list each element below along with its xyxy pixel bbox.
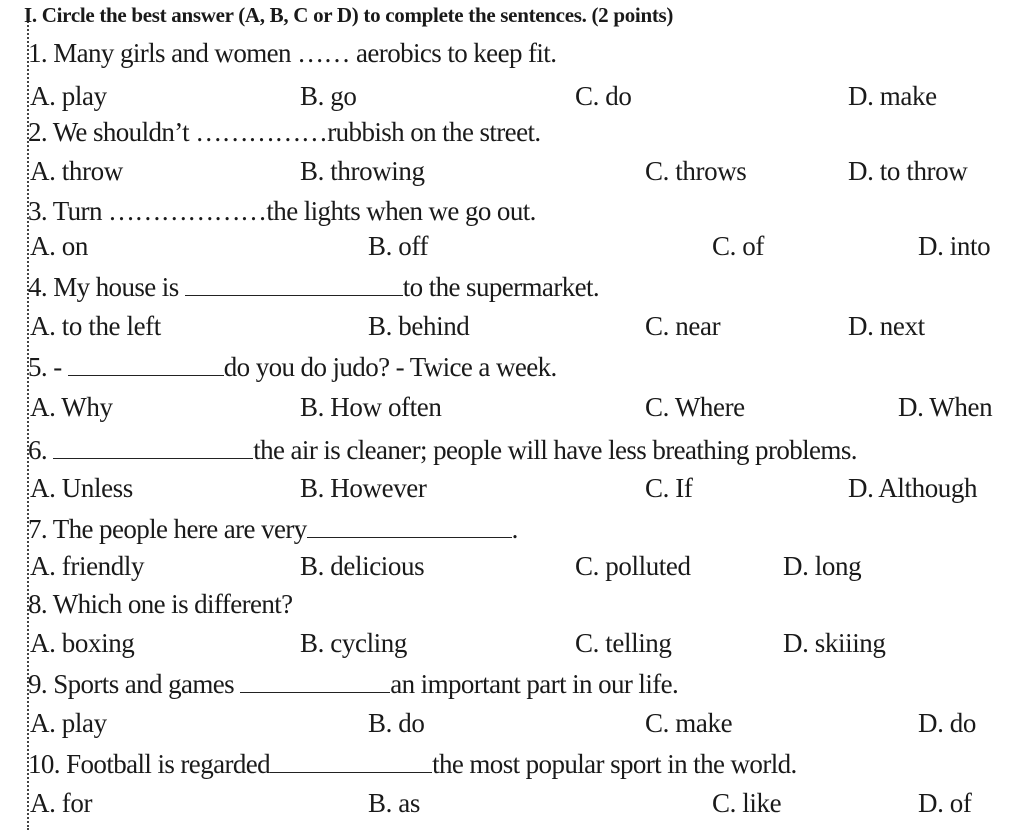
question-text: do you do judo? - Twice a week.	[223, 352, 557, 382]
option-a: A. on	[30, 231, 88, 261]
option-d: D. next	[848, 311, 925, 341]
option-a: A. Unless	[30, 473, 133, 503]
option-d: D. When	[898, 392, 993, 422]
question-text: 10. Football is regarded	[28, 749, 271, 779]
answer-blank	[307, 515, 512, 538]
question-text: the air is cleaner; people will have less breathing problems.	[253, 435, 857, 465]
question-text: the lights when we go out.	[266, 196, 536, 226]
question-text: an important part in our life.	[390, 669, 679, 699]
option-a: A. play	[30, 81, 107, 111]
option-a: A. to the left	[30, 311, 161, 341]
option-a: A. play	[30, 708, 107, 738]
question-3	[28, 198, 536, 225]
option-c: C. of	[712, 231, 765, 261]
answer-blank	[240, 670, 390, 693]
question-text: 2. We shouldn’t	[28, 117, 196, 147]
option-b: B. behind	[368, 311, 470, 341]
answer-blank	[68, 353, 224, 376]
option-b: B. throwing	[300, 156, 425, 186]
option-d: D. Although	[848, 473, 978, 503]
question-8	[28, 591, 293, 618]
question-text: 7. The people here are very	[28, 514, 307, 544]
option-b: B. do	[368, 708, 425, 738]
question-text: 6.	[28, 435, 54, 465]
question-text: aerobics to keep fit.	[356, 38, 557, 68]
option-a: A. Why	[30, 392, 113, 422]
option-d: D. long	[783, 551, 862, 581]
option-c: C. make	[645, 708, 733, 738]
option-a: A. throw	[30, 156, 123, 186]
option-c: C. If	[645, 473, 693, 503]
question-text: the most popular sport in the world.	[432, 749, 797, 779]
question-text: 1. Many girls and women	[28, 38, 291, 68]
answer-blank	[53, 436, 253, 459]
option-d: D. of	[918, 788, 972, 818]
question-5	[28, 353, 557, 381]
question-1	[28, 40, 556, 67]
option-d: D. make	[848, 81, 937, 111]
option-b: B. delicious	[300, 551, 425, 581]
option-a: A. boxing	[30, 628, 135, 658]
option-c: C. do	[575, 81, 632, 111]
question-text: 5. -	[28, 352, 68, 382]
answer-blank: ………………	[108, 196, 267, 226]
question-text: rubbish on the street.	[327, 117, 541, 147]
question-9	[28, 670, 678, 698]
question-4	[28, 273, 599, 301]
question-text: 4. My house is	[28, 272, 185, 302]
option-c: C. like	[712, 788, 782, 818]
question-text: .	[511, 514, 518, 544]
question-7	[28, 515, 518, 543]
option-a: A. for	[30, 788, 93, 818]
option-d: D. into	[918, 231, 991, 261]
section-heading: I. Circle the best answer (A, B, C or D) to complete the sentences. (2 points)	[24, 3, 674, 27]
question-text: 8. Which one is different?	[28, 589, 293, 619]
option-b: B. cycling	[300, 628, 407, 658]
answer-blank: ……………	[195, 117, 328, 147]
option-d: D. do	[918, 708, 976, 738]
option-b: B. as	[368, 788, 421, 818]
answer-blank: ……	[290, 38, 357, 68]
option-c: C. polluted	[575, 551, 691, 581]
question-2	[28, 119, 541, 146]
question-text: 3. Turn	[28, 196, 108, 226]
option-a: A. friendly	[30, 551, 145, 581]
question-6	[28, 436, 857, 464]
option-b: B. go	[300, 81, 357, 111]
answer-blank	[270, 750, 432, 773]
option-b: B. However	[300, 473, 427, 503]
question-text: 9. Sports and games	[28, 669, 241, 699]
option-b: B. off	[368, 231, 429, 261]
option-c: C. near	[645, 311, 721, 341]
question-text: to the supermarket.	[402, 272, 600, 302]
option-d: D. skiiing	[783, 628, 886, 658]
answer-blank	[185, 273, 403, 296]
option-b: B. How often	[300, 392, 442, 422]
question-10	[28, 750, 797, 778]
option-c: C. throws	[645, 156, 747, 186]
option-c: C. telling	[575, 628, 672, 658]
option-c: C. Where	[645, 392, 745, 422]
option-d: D. to throw	[848, 156, 968, 186]
